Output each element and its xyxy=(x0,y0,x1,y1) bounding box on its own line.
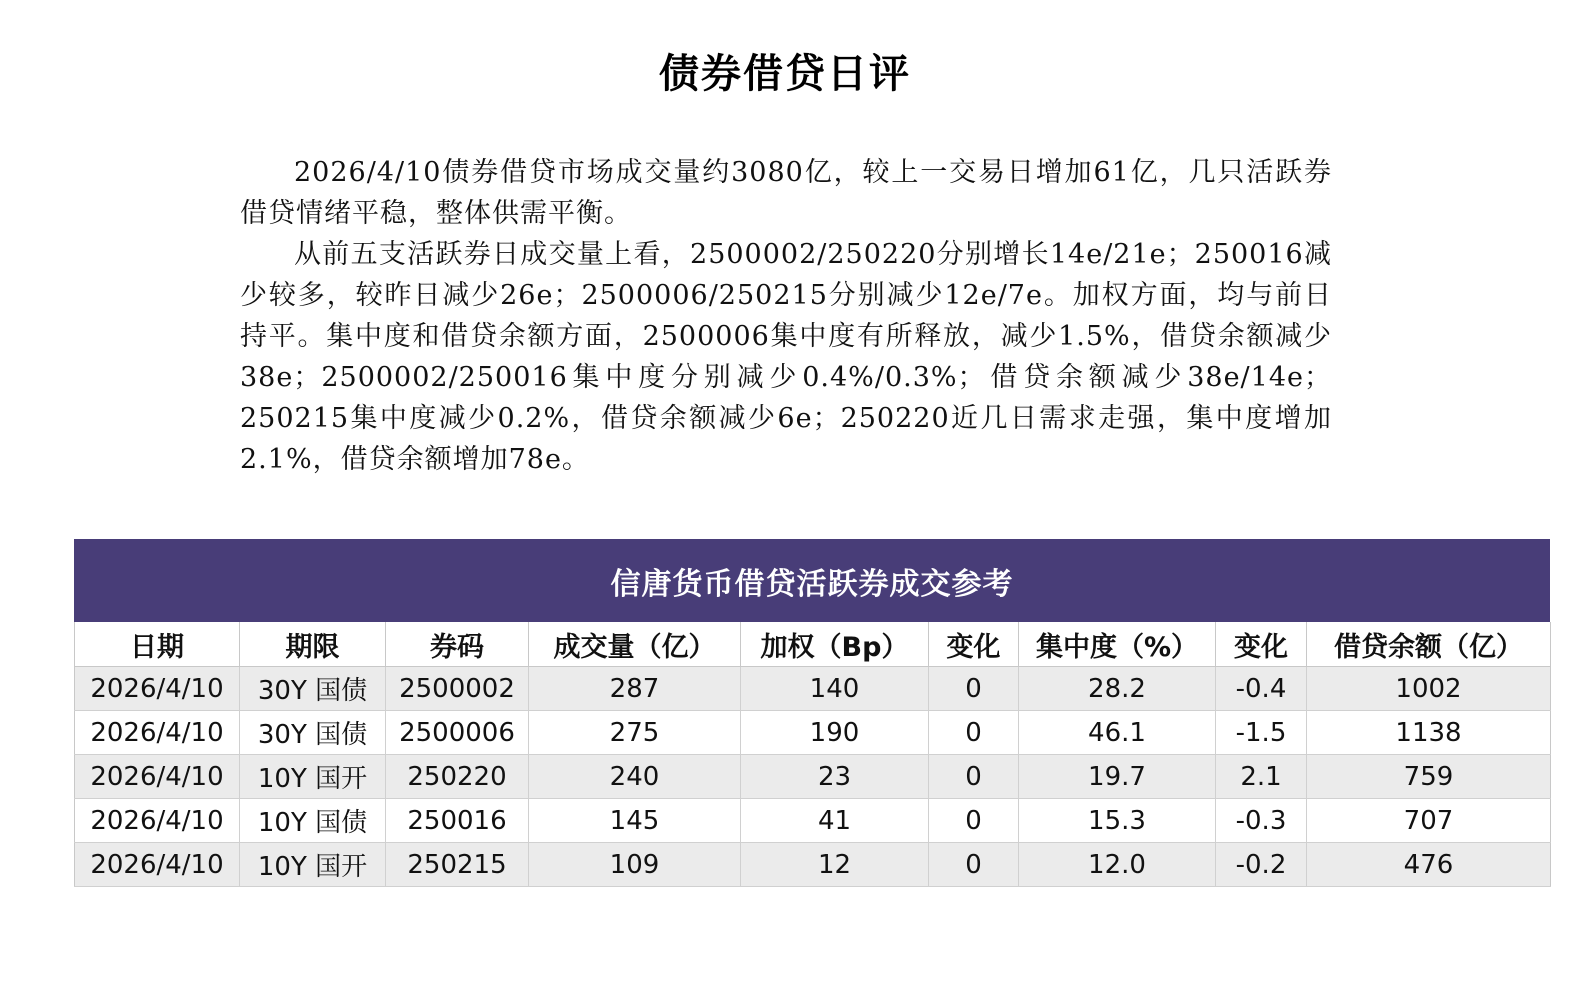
cell-concentration: 19.7 xyxy=(1019,755,1216,799)
table-row xyxy=(75,799,1551,843)
cell-tenor: 30Y 国债 xyxy=(240,711,386,755)
cell-concentration: 12.0 xyxy=(1019,843,1216,887)
table-header-row xyxy=(75,622,1551,667)
cell-concentration-change: -0.4 xyxy=(1216,667,1307,711)
cell-volume: 109 xyxy=(529,843,741,887)
cell-lending-balance: 1002 xyxy=(1307,667,1551,711)
cell-weighted-rate: 12 xyxy=(741,843,929,887)
cell-lending-balance: 707 xyxy=(1307,799,1551,843)
cell-tenor: 30Y 国债 xyxy=(240,667,386,711)
cell-rate-change: 0 xyxy=(929,711,1019,755)
cell-weighted-rate: 190 xyxy=(741,711,929,755)
column-header-tenor: 期限 xyxy=(240,622,386,667)
page-title: 债券借贷日评 xyxy=(659,51,911,97)
cell-volume: 275 xyxy=(529,711,741,755)
column-header-lending-balance: 借贷余额（亿） xyxy=(1307,622,1551,667)
cell-weighted-rate: 23 xyxy=(741,755,929,799)
column-header-concentration: 集中度（%） xyxy=(1019,622,1216,667)
cell-rate-change: 0 xyxy=(929,667,1019,711)
cell-weighted-rate: 140 xyxy=(741,667,929,711)
table-row xyxy=(75,755,1551,799)
cell-weighted-rate: 41 xyxy=(741,799,929,843)
commentary-paragraph: 2026/4/10债券借贷市场成交量约3080亿，较上一交易日增加61亿，几只活跃券借贷情绪平稳，整体供需平衡。 xyxy=(240,157,1332,229)
cell-bond-code: 2500002 xyxy=(386,667,529,711)
cell-date: 2026/4/10 xyxy=(75,799,240,843)
column-header-bond-code: 券码 xyxy=(386,622,529,667)
cell-date: 2026/4/10 xyxy=(75,667,240,711)
cell-lending-balance: 1138 xyxy=(1307,711,1551,755)
cell-concentration-change: -0.3 xyxy=(1216,799,1307,843)
cell-date: 2026/4/10 xyxy=(75,711,240,755)
cell-bond-code: 250220 xyxy=(386,755,529,799)
table-row xyxy=(75,711,1551,755)
cell-concentration-change: 2.1 xyxy=(1216,755,1307,799)
cell-concentration-change: -0.2 xyxy=(1216,843,1307,887)
cell-volume: 240 xyxy=(529,755,741,799)
cell-lending-balance: 476 xyxy=(1307,843,1551,887)
cell-bond-code: 250215 xyxy=(386,843,529,887)
column-header-concentration-change: 变化 xyxy=(1216,622,1307,667)
cell-volume: 287 xyxy=(529,667,741,711)
cell-volume: 145 xyxy=(529,799,741,843)
column-header-date: 日期 xyxy=(75,622,240,667)
cell-rate-change: 0 xyxy=(929,799,1019,843)
table-title-banner: 信唐货币借贷活跃券成交参考 xyxy=(74,539,1550,622)
cell-concentration-change: -1.5 xyxy=(1216,711,1307,755)
column-header-volume: 成交量（亿） xyxy=(529,622,741,667)
cell-date: 2026/4/10 xyxy=(75,843,240,887)
commentary-paragraph: 从前五支活跃券日成交量上看，2500002/250220分别增长14e/21e；250016减少较多，较昨日减少26e；2500006/250215分别减少12e/7e。加权方面，均与前日持平。集中度和借贷余额方面，2500006集中度有所释放，减少1.5%，借贷余额减少38e；2500002/250016集中度分别减少0.4%/0.3%；借贷余额减少38e/14e；250215集中度减少0.2%，借贷余额减少6e；250220近几日需求走强，集中度增加2.1%，借贷余额增加78e。 xyxy=(240,239,1332,475)
reference-table xyxy=(74,622,1551,887)
column-header-rate-change: 变化 xyxy=(929,622,1019,667)
cell-rate-change: 0 xyxy=(929,755,1019,799)
cell-bond-code: 250016 xyxy=(386,799,529,843)
table-row xyxy=(75,843,1551,887)
cell-date: 2026/4/10 xyxy=(75,755,240,799)
cell-concentration: 28.2 xyxy=(1019,667,1216,711)
reference-table-section xyxy=(74,539,1550,887)
cell-tenor: 10Y 国开 xyxy=(240,755,386,799)
cell-concentration: 15.3 xyxy=(1019,799,1216,843)
cell-lending-balance: 759 xyxy=(1307,755,1551,799)
cell-bond-code: 2500006 xyxy=(386,711,529,755)
cell-rate-change: 0 xyxy=(929,843,1019,887)
commentary-body xyxy=(240,152,1332,480)
cell-tenor: 10Y 国债 xyxy=(240,799,386,843)
column-header-weighted-rate: 加权（Bp） xyxy=(741,622,929,667)
cell-concentration: 46.1 xyxy=(1019,711,1216,755)
cell-tenor: 10Y 国开 xyxy=(240,843,386,887)
table-row xyxy=(75,667,1551,711)
